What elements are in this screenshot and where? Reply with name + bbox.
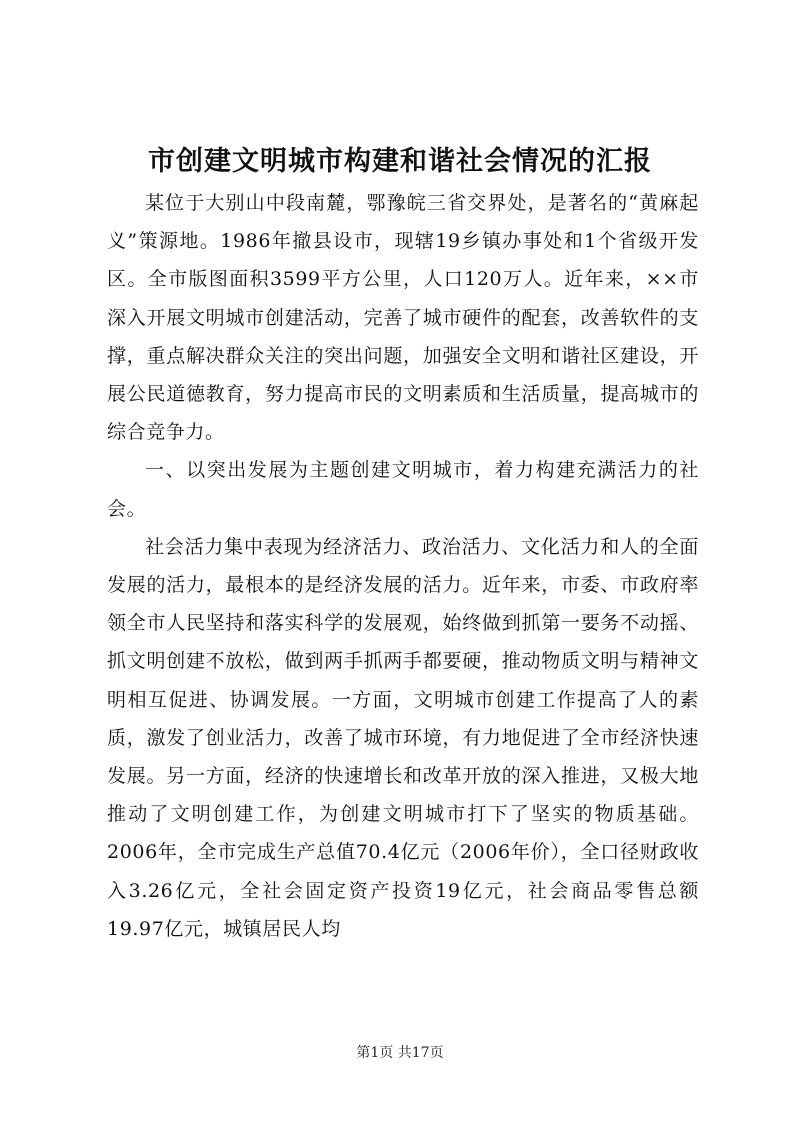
paragraph-section-heading: 一、以突出发展为主题创建文明城市，着力构建充满活力的社会。 xyxy=(107,459,699,520)
page-number-footer: 第1页 共17页 xyxy=(356,1045,444,1061)
document-body xyxy=(107,184,699,948)
page-title: 市创建文明城市构建和谐社会情况的汇报 xyxy=(148,146,652,177)
paragraph-intro: 某位于大别山中段南麓，鄂豫皖三省交界处，是著名的“黄麻起义”策源地。1986年撤县设市，现辖19乡镇办事处和1个省级开发区。全市版图面积3599平方公里，人口120万人。近年来，××市深入开展文明城市创建活动，完善了城市硬件的配套，改善软件的支撑，重点解决群众关注的突出问题，加强安全文明和谐社区建设，开展公民道德教育，努力提高市民的文明素质和生活质量，提高城市的综合竞争力。 xyxy=(107,192,699,444)
paragraph-social-vitality: 社会活力集中表现为经济活力、政治活力、文化活力和人的全面发展的活力，最根本的是经济发展的活力。近年来，市委、市政府率领全市人民坚持和落实科学的发展观，始终做到抓第一要务不动摇、抓文明创建不放松，做到两手抓两手都要硬，推动物质文明与精神文明相互促进、协调发展。一方面，文明城市创建工作提高了人的素质，激发了创业活力，改善了城市环境，有力地促进了全市经济快速发展。另一方面，经济的快速增长和改革开放的深入推进，又极大地推动了文明创建工作，为创建文明城市打下了坚实的物质基础。2006年，全市完成生产总值70.4亿元（2006年价），全口径财政收入3.26亿元，全社会固定资产投资19亿元，社会商品零售总额19.97亿元，城镇居民人均 xyxy=(107,535,699,940)
